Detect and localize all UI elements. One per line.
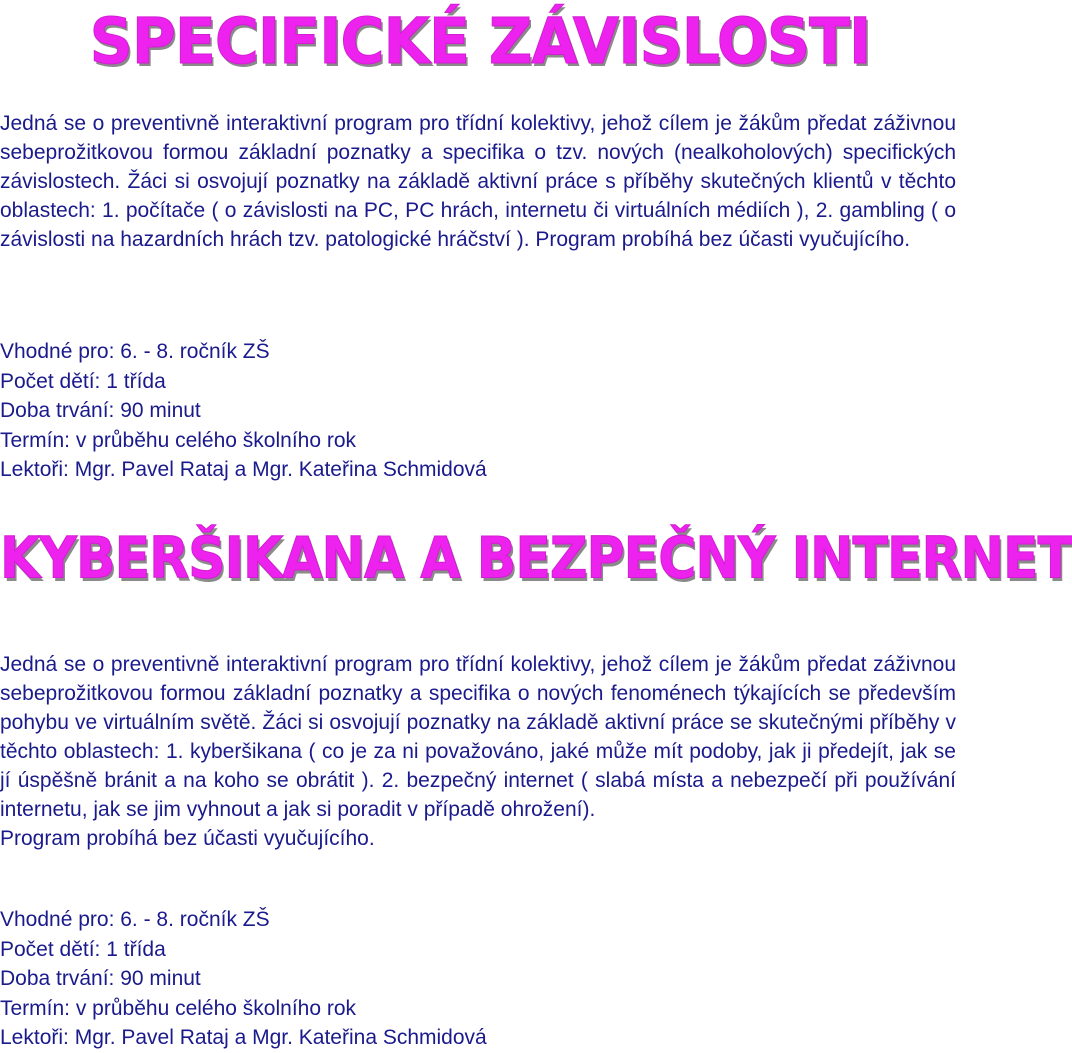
detail-lecturers: Lektoři: Mgr. Pavel Rataj a Mgr. Kateřina Schmidová (0, 458, 487, 481)
detail-lecturers: Lektoři: Mgr. Pavel Rataj a Mgr. Kateřina Schmidová (0, 1026, 487, 1049)
section-description-cyberbullying-end: Program probíhá bez účasti vyučujícího. (0, 827, 375, 850)
section-title-cyberbullying: KYBERŠIKANA A BEZPEČNÝ INTERNET (0, 526, 1072, 592)
section-description-cyberbullying-main: Jedná se o preventivně interaktivní program pro třídní kolektivy, jehož cílem je žákům předat záživnou sebeprožitkovou formou základní poznatky a specifika o nových fenoménech týkajících se především pohybu ve virtuálním světě. Žáci si osvojují poznatky na základě aktivní práce se skutečnými příběhy v těchto oblastech: 1. kyberšikana ( co je za ni považováno, jaké může mít podoby, jak ji předejít, jak se jí úspěšně bránit a na koho se obrátit ). 2. bezpečný internet ( slabá místa a nebezpečí při používání internetu, jak se jim vyhnout a jak si poradit v případě ohrožení). (0, 653, 956, 821)
detail-duration: Doba trvání: 90 minut (0, 967, 201, 990)
detail-suitable-for: Vhodné pro: 6. - 8. ročník ZŠ (0, 908, 270, 931)
program-details-cyberbullying (0, 905, 487, 1053)
detail-children-count: Počet dětí: 1 třída (0, 937, 166, 961)
detail-term: Termín: v průběhu celého školního rok (0, 996, 357, 1020)
detail-term: Termín: v průběhu celého školního rok (0, 428, 357, 452)
detail-suitable-for: Vhodné pro: 6. - 8. ročník ZŠ (0, 340, 270, 363)
detail-children-count: Počet dětí: 1 třída (0, 369, 166, 393)
detail-duration: Doba trvání: 90 minut (0, 399, 201, 422)
program-details-specific-addictions (0, 337, 487, 485)
section-title-specific-addictions: SPECIFICKÉ ZÁVISLOSTI (89, 5, 871, 79)
section-description-specific-addictions: Jedná se o preventivně interaktivní program pro třídní kolektivy, jehož cílem je žákům předat záživnou sebeprožitkovou formou základní poznatky a specifika o tzv. nových (nealkoholových) specifických závislostech. Žáci si osvojují poznatky na základě aktivní práce s příběhy skutečných klientů v těchto oblastech: 1. počítače ( o závislosti na PC, PC hrách, internetu či virtuálních médiích ), 2. gambling ( o závislosti na hazardních hrách tzv. patologické hráčství ). Program probíhá bez účasti vyučujícího. (0, 112, 956, 251)
section-description-cyberbullying (0, 650, 956, 853)
